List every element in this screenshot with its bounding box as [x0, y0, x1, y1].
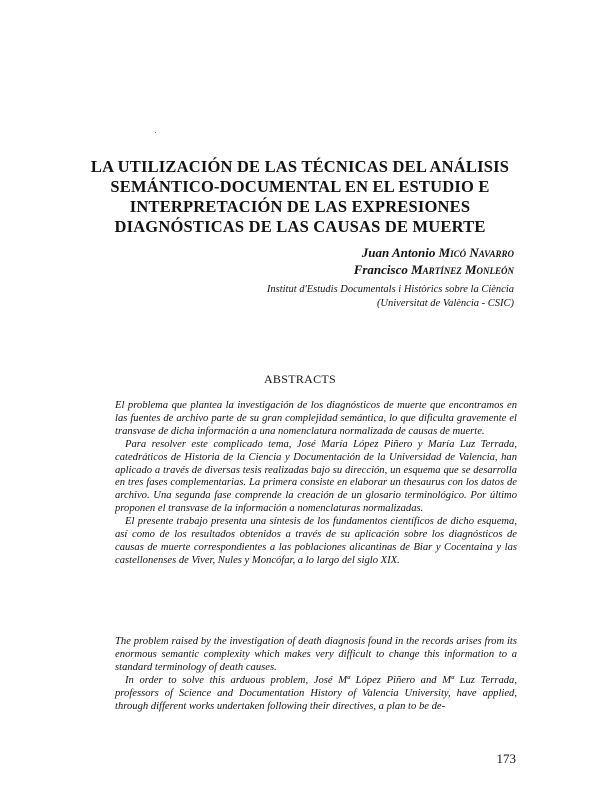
affiliation — [267, 283, 514, 311]
author-given-name: Juan Antonio — [361, 245, 436, 260]
paper-title — [80, 157, 520, 237]
page-number: 173 — [496, 751, 516, 766]
author-surname: Micó Navarro — [438, 245, 514, 260]
abstract-paragraph: El problema que plantea la investigación de los diagnósticos de muerte que encontramos en las fuentes de archivo parte de su gran complejidad semántica, lo que dificulta gravemente el transvase de dicha información a una nomenclatura normalizada de causas de muerte. — [115, 400, 517, 437]
abstract-paragraph: In order to solve this arduous problem, José Mª López Piñero and Mª Luz Terrada, professors of Science and Documentation History of Valencia University, have applied, through different works undertaken following their directives, a plan to be de- — [115, 675, 517, 712]
abstract-paragraph: El presente trabajo presenta una síntesis de los fundamentos científicos de dicho esquema, así como de los resultados obtenidos a través de su aplicación sobre los diagnósticos de causas de muerte correspondientes a las poblaciones alicantinas de Biar y Cocentaina y las castellonenses de Viver, Nules y Moncófar, a lo largo del siglo XIX. — [115, 516, 517, 566]
author-given-name: Francisco — [353, 262, 408, 277]
abstract-paragraph: Para resolver este complicado tema, José María López Piñero y María Luz Terrada, catedráticos de Historia de la Ciencia y Documentación de la Universidad de Valencia, han aplicado a través de diversas tesis realizadas bajo su dirección, un esquema que se desarrolla en tres fases complementarias. La primera consiste en elaborar un thesaurus con los datos de archivo. Una segunda fase comprende la creación de un glosario terminológico. Por último proponen el transvase de la información a nomenclaturas normalizadas. — [115, 438, 517, 515]
title-line: INTERPRETACIÓN DE LAS EXPRESIONES — [129, 197, 471, 216]
abstracts-heading: ABSTRACTS — [263, 372, 337, 386]
abstract-english — [115, 635, 517, 713]
affiliation-line: (Universitat de València - CSIC) — [376, 298, 514, 309]
scan-speck — [155, 132, 156, 133]
author — [354, 261, 514, 278]
author-surname: Martínez Monleón — [411, 262, 514, 277]
title-line: LA UTILIZACIÓN DE LAS TÉCNICAS DEL ANÁLISIS — [90, 157, 510, 176]
title-line: DIAGNÓSTICAS DE LAS CAUSAS DE MUERTE — [114, 217, 486, 236]
abstract-paragraph: The problem raised by the investigation of death diagnosis found in the records arises from its enormous semantic complexity which makes very difficult to change this information to a standard terminology of death causes. — [115, 636, 517, 673]
author-list — [354, 244, 514, 278]
title-line: SEMÁNTICO-DOCUMENTAL EN EL ESTUDIO E — [110, 177, 490, 196]
affiliation-line: Institut d'Estudis Documentals i Històrics sobre la Ciència — [266, 284, 514, 295]
author — [354, 244, 514, 261]
abstract-spanish — [115, 400, 517, 568]
